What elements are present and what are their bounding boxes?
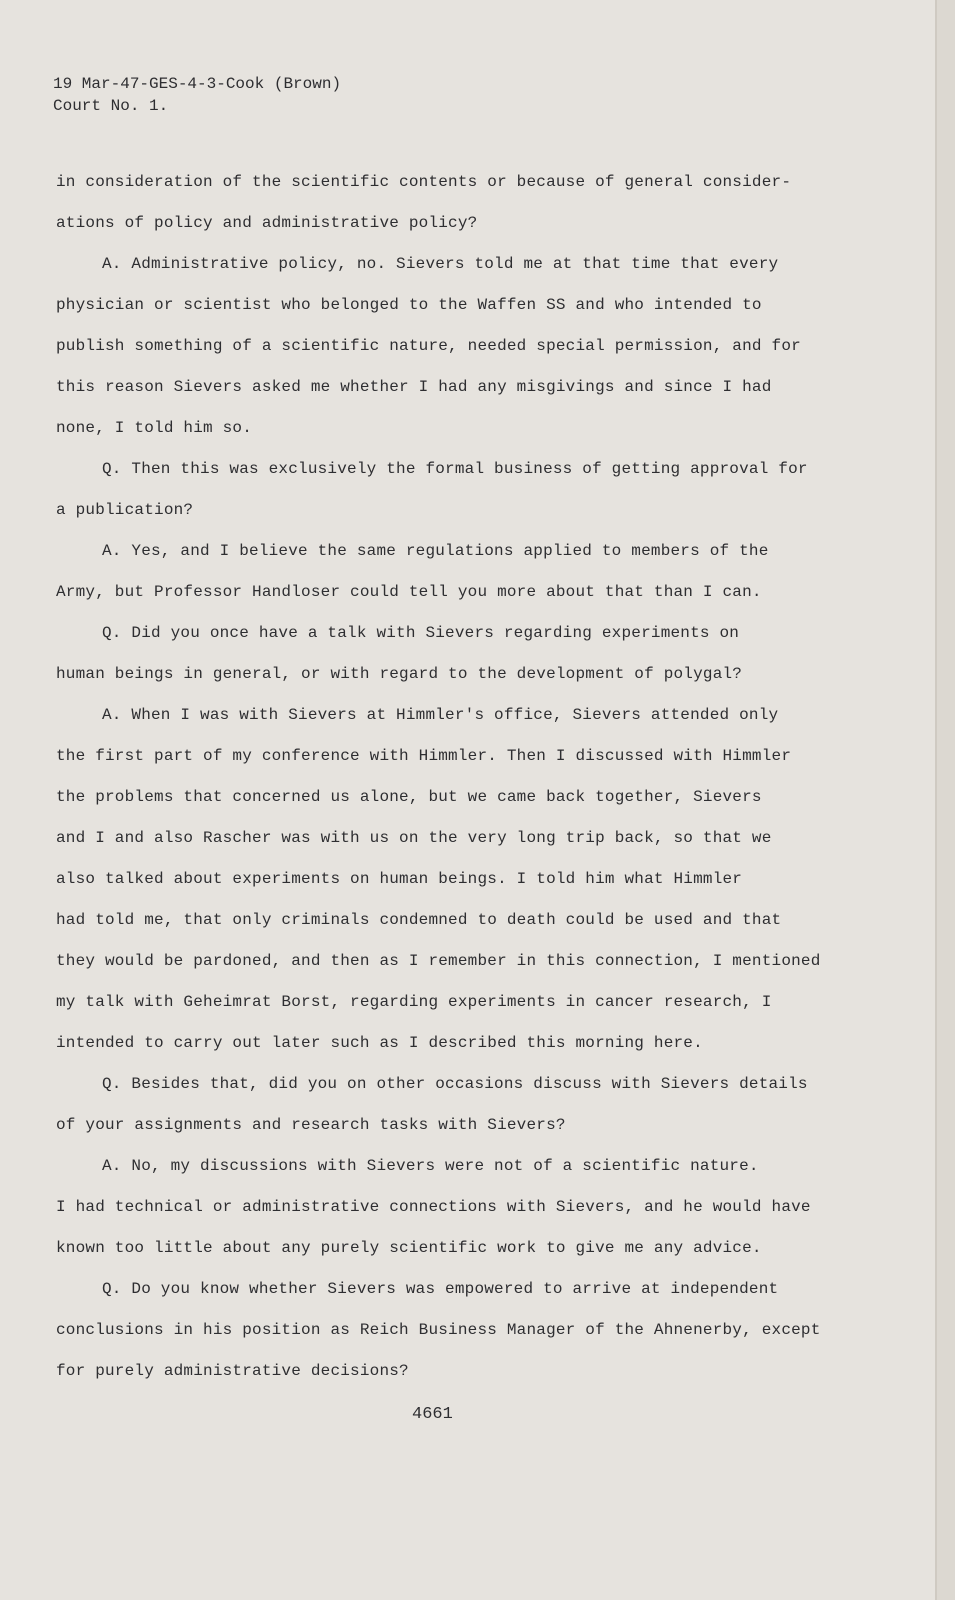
transcript-line: Army, but Professor Handloser could tell you more about that than I can. [56, 583, 762, 601]
transcript-line: for purely administrative decisions? [56, 1362, 409, 1380]
transcript-line: Q. Do you know whether Sievers was empowered to arrive at independent [102, 1280, 779, 1298]
transcript-line: had told me, that only criminals condemned to death could be used and that [56, 911, 782, 929]
transcript-line: conclusions in his position as Reich Business Manager of the Ahnenerby, except [56, 1321, 821, 1339]
transcript-line: intended to carry out later such as I described this morning here. [56, 1034, 703, 1052]
transcript-line: Q. Did you once have a talk with Sievers regarding experiments on [102, 624, 740, 642]
transcript-line: the problems that concerned us alone, but we came back together, Sievers [56, 788, 762, 806]
transcript-line: physician or scientist who belonged to the Waffen SS and who intended to [56, 296, 762, 314]
header-reference: 19 Mar-47-GES-4-3-Cook (Brown) [53, 75, 342, 93]
transcript-line: my talk with Geheimrat Borst, regarding experiments in cancer research, I [56, 993, 772, 1011]
transcript-body [56, 168, 856, 1398]
document-header [53, 73, 341, 117]
transcript-line: ations of policy and administrative policy? [56, 214, 478, 232]
transcript-line: human beings in general, or with regard to the development of polygal? [56, 665, 743, 683]
transcript-line: known too little about any purely scientific work to give me any advice. [56, 1239, 762, 1257]
transcript-line: they would be pardoned, and then as I remember in this connection, I mentioned [56, 952, 821, 970]
transcript-line: and I and also Rascher was with us on the very long trip back, so that we [56, 829, 772, 847]
transcript-line: publish something of a scientific nature, needed special permission, and for [56, 337, 801, 355]
transcript-line: A. Administrative policy, no. Sievers told me at that time that every [102, 255, 779, 273]
transcript-line: the first part of my conference with Himmler. Then I discussed with Himmler [56, 747, 792, 765]
transcript-line: none, I told him so. [56, 419, 253, 437]
transcript-line: Q. Besides that, did you on other occasions discuss with Sievers details [102, 1075, 808, 1093]
page-number: 4661 [412, 1405, 453, 1424]
transcript-line: A. No, my discussions with Sievers were not of a scientific nature. [102, 1157, 759, 1175]
transcript-line: also talked about experiments on human beings. I told him what Himmler [56, 870, 743, 888]
transcript-line: in consideration of the scientific contents or because of general consider- [56, 173, 792, 191]
transcript-line: I had technical or administrative connections with Sievers, and he would have [56, 1198, 811, 1216]
transcript-line: of your assignments and research tasks with Sievers? [56, 1116, 566, 1134]
transcript-line: A. When I was with Sievers at Himmler's office, Sievers attended only [102, 706, 779, 724]
transcript-line: Q. Then this was exclusively the formal business of getting approval for [102, 460, 808, 478]
transcript-line: a publication? [56, 501, 194, 519]
header-court: Court No. 1. [53, 97, 169, 115]
transcript-line: this reason Sievers asked me whether I had any misgivings and since I had [56, 378, 772, 396]
transcript-line: A. Yes, and I believe the same regulations applied to members of the [102, 542, 769, 560]
